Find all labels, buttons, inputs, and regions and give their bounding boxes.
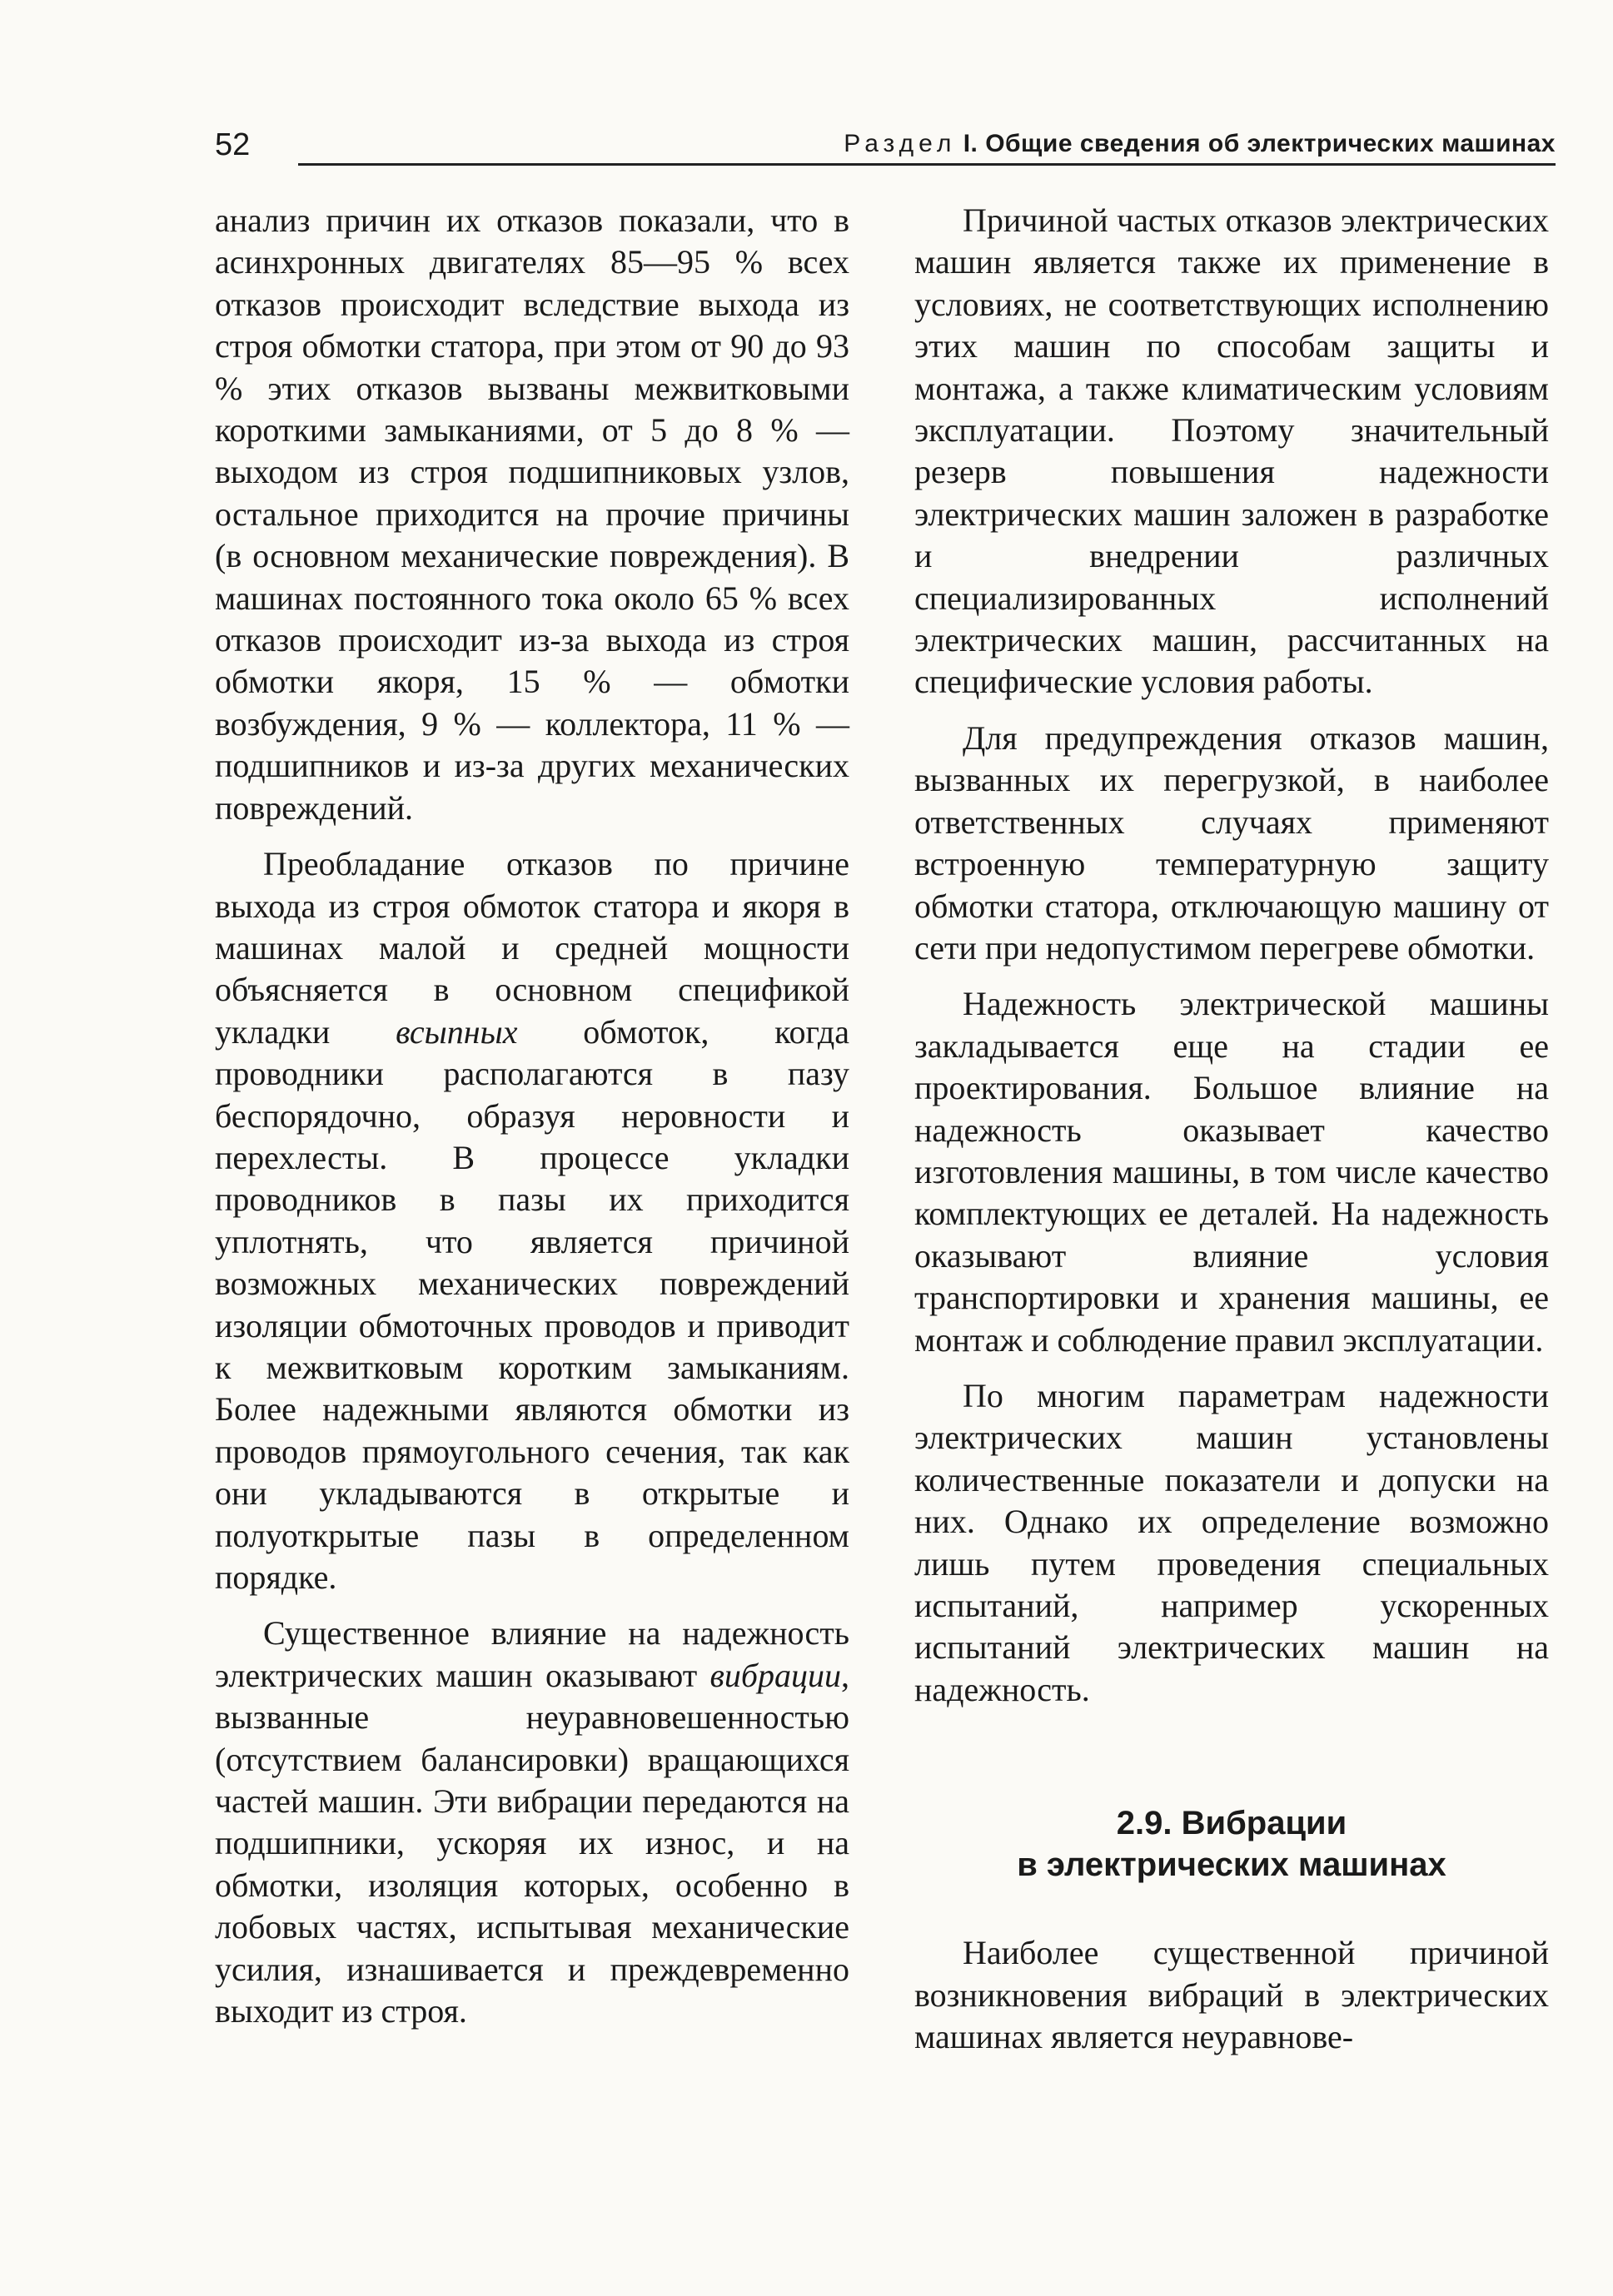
page-number: 52 — [215, 127, 251, 162]
running-head — [844, 130, 1556, 158]
right-column — [914, 200, 1549, 2072]
section-heading — [914, 1802, 1549, 1886]
section-heading-line: в электрических машинах — [1017, 1846, 1446, 1884]
paragraph: Причиной частых отказов электрических машин является также их применение в условиях, не соответствующих исполнению этих машин по способам защиты и монтажа, а также климатическим условиям эксплуатации. Поэтому значительный резерв повышения надежности электрических машин заложен в разработке и внедрении различных специализированных исполнений электрических машин, рассчитанных на специфические условия работы. — [914, 201, 1549, 701]
paragraph: Для предупреждения отказов машин, вызванных их перегрузкой, в наиболее ответственных случаях применяют встроенную температурную защиту обмотки статора, отключающую машину от сети при недопустимом перегреве обмотки. — [914, 718, 1549, 967]
paragraph: Надежность электрической машины закладывается еще на стадии ее проектирования. Большое влияние на надежность оказывает качество изготовления машины, в том числе качество комплектующих ее деталей. На надежность оказывают влияние условия транспортировки и хранения машины, ее монтаж и соблюдение правил эксплуатации. — [914, 985, 1549, 1359]
paragraph-text: Существенное влияние на надежность электрических машин оказывают — [215, 1614, 849, 1694]
paragraph: анализ причин их отказов показали, что в асинхронных двигателях 85—95 % всех отказов происходит вследствие выхода из строя обмотки статора, при этом от 90 до 93 % этих отказов вызваны межвитковыми короткими замыканиями, от 5 до 8 % — выходом из строя подшипниковых узлов, остальное приходится на прочие причины (в основном механические повреждения). В машинах постоянного тока около 65 % всех отказов происходит из-за выхода из строя обмотки якоря, 15 % — обмотки возбуждения, 9 % — коллектора, 11 % — подшипников и из-за других механических повреждений. — [215, 201, 849, 827]
paragraph-text: обмоток, когда проводники располагаются в пазу беспорядочно, образуя неровности и перехлесты. В процессе укладки проводников в пазы их приходится уплотнять, что является причиной возможных механических повреждений изоляции обмоточных проводов и приводит к межвитковым коротким замыканиям. Более надежными являются обмотки из проводов прямоугольного сечения, так как они укладываются в открытые и полуоткрытые пазы в определенном порядке. — [215, 1012, 850, 1596]
emphasis-text: вибрации — [709, 1656, 841, 1694]
section-title: I. Общие сведения об электрических машинах — [963, 130, 1556, 157]
paragraph: Наиболее существенной причиной возникновения вибраций в электрических машинах является неуравнове- — [914, 1934, 1549, 2056]
paragraph — [215, 1613, 849, 2032]
left-column — [215, 200, 849, 2046]
paragraph: По многим параметрам надежности электрических машин установлены количественные показатели и допуски на них. Однако их определение возможно лишь путем проведения специальных испытаний, например ускоренных испытаний электрических машин на надежность. — [914, 1376, 1549, 1708]
emphasis-text: всыпных — [396, 1012, 518, 1051]
section-heading-line: 2.9. Вибрации — [1116, 1805, 1347, 1842]
paragraph-text: , вызванные неуравновешенностью (отсутствием балансировки) вращающихся частей машин. Эти вибрации передаются на подшипники, ускоряя их износ, и на обмотки, изоляция которых, особенно в лобовых частях, испытывая механические усилия, изнашивается и преждевременно выходит из строя. — [215, 1656, 849, 2030]
section-label: Раздел — [844, 130, 957, 157]
paragraph — [215, 843, 849, 1598]
paragraph-text: Преобладание отказов по причине выхода из строя обмоток статора и якоря в машинах малой и средней мощности объясняется в основном спецификой укладки — [215, 845, 849, 1051]
header-rule — [298, 163, 1556, 166]
page-header — [215, 127, 1556, 170]
